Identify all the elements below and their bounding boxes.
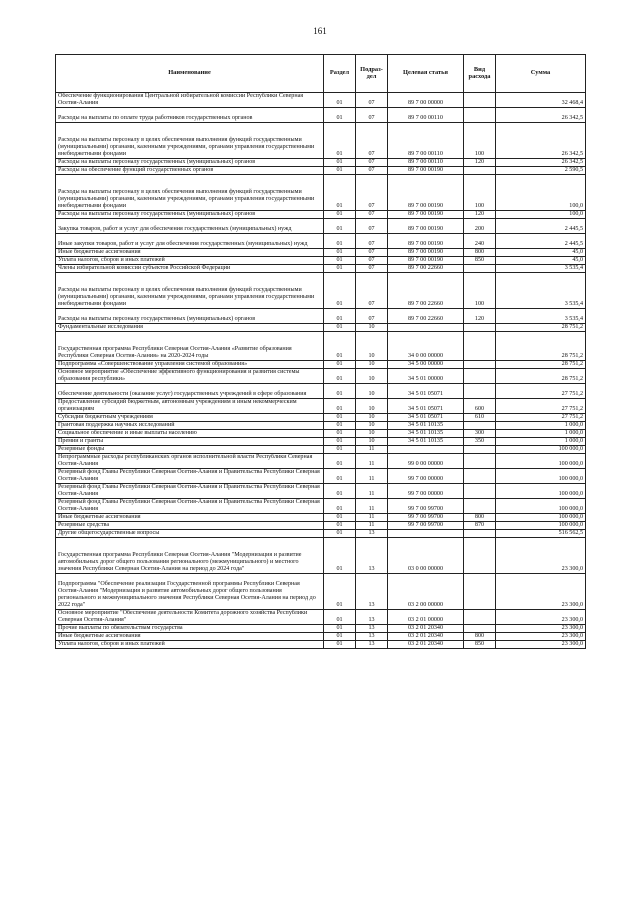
row-expense-type: [464, 446, 496, 454]
row-target-article: 99 7 00 00000: [388, 484, 464, 499]
row-expense-type: 120: [464, 159, 496, 167]
row-target-article: 99 7 00 99700: [388, 514, 464, 522]
row-amount: 23 300,0: [496, 633, 586, 641]
row-section: 01: [324, 574, 356, 610]
row-subsection: 13: [356, 530, 388, 538]
row-expense-type: 870: [464, 522, 496, 530]
row-expense-type: 600: [464, 399, 496, 414]
header-target-article: Целевая статья: [388, 55, 464, 93]
row-section: 01: [324, 324, 356, 332]
row-expense-type: [464, 484, 496, 499]
row-name: Непрограммные расходы республиканских органов исполнительной власти Республики Северная Осетия-Алания: [56, 454, 324, 469]
row-subsection: 07: [356, 123, 388, 159]
row-subsection: 11: [356, 484, 388, 499]
row-name: Другие общегосударственные вопросы: [56, 530, 324, 538]
row-name: Резервный фонд Главы Республики Северная Осетия-Алания и Правительства Республики Северная Осетия-Алания: [56, 484, 324, 499]
table-row: [56, 361, 586, 369]
row-section: 01: [324, 484, 356, 499]
row-subsection: 11: [356, 514, 388, 522]
table-row: [56, 123, 586, 159]
table-row: [56, 399, 586, 414]
row-name: Расходы на обеспечение функций государственных органов: [56, 167, 324, 175]
row-amount: 100,0: [496, 175, 586, 211]
table-row: [56, 469, 586, 484]
table-row: [56, 610, 586, 625]
row-section: 01: [324, 273, 356, 309]
row-subsection: 07: [356, 93, 388, 108]
row-section: 01: [324, 438, 356, 446]
row-name: Уплата налогов, сборов и иных платежей: [56, 257, 324, 265]
row-name: Грантовая поддержка научных исследований: [56, 422, 324, 430]
page-number: 161: [313, 26, 327, 36]
budget-table: [55, 54, 586, 649]
row-subsection: 10: [356, 430, 388, 438]
row-target-article: 99 7 00 00000: [388, 469, 464, 484]
row-target-article: 34 5 01 10135: [388, 422, 464, 430]
row-amount: 26 342,5: [496, 123, 586, 159]
row-subsection: 11: [356, 469, 388, 484]
row-section: 01: [324, 538, 356, 574]
row-expense-type: [464, 499, 496, 514]
row-name: Государственная программа Республики Северная Осетия-Алания "Модернизация и развитие автомобильных дорог общего пользования регионального (межмуниципального) и местного значения Республики Северная Осетия-Алания на период до 2024 года": [56, 538, 324, 574]
row-target-article: 89 7 00 00190: [388, 175, 464, 211]
row-name: Расходы на выплаты персоналу государственных (муниципальных) органов: [56, 309, 324, 324]
row-expense-type: [464, 332, 496, 361]
row-subsection: 13: [356, 610, 388, 625]
row-section: 01: [324, 446, 356, 454]
row-expense-type: 240: [464, 234, 496, 249]
row-section: 01: [324, 332, 356, 361]
row-target-article: 34 5 01 05071: [388, 414, 464, 422]
row-name: Члены избирательной комиссии субъектов Российской Федерации: [56, 265, 324, 273]
row-target-article: 89 7 00 00190: [388, 249, 464, 257]
row-amount: 23 300,0: [496, 538, 586, 574]
row-section: 01: [324, 361, 356, 369]
row-name: Закупка товаров, работ и услуг для обеспечения государственных (муниципальных) нужд: [56, 219, 324, 234]
header-subsection: Подраз-дел: [356, 55, 388, 93]
row-section: 01: [324, 108, 356, 123]
row-subsection: 10: [356, 332, 388, 361]
row-subsection: 07: [356, 234, 388, 249]
row-section: 01: [324, 430, 356, 438]
table-body: [56, 93, 586, 649]
row-name: Иные бюджетные ассигнования: [56, 514, 324, 522]
row-subsection: 13: [356, 633, 388, 641]
row-expense-type: [464, 422, 496, 430]
row-amount: 3 535,4: [496, 273, 586, 309]
row-section: 01: [324, 93, 356, 108]
row-section: 01: [324, 414, 356, 422]
row-subsection: 10: [356, 384, 388, 399]
row-name: Резервный фонд Главы Республики Северная Осетия-Алания и Правительства Республики Северная Осетия-Алания: [56, 499, 324, 514]
row-amount: 28 751,2: [496, 361, 586, 369]
table-row: [56, 430, 586, 438]
row-subsection: 10: [356, 414, 388, 422]
row-section: 01: [324, 234, 356, 249]
table-row: [56, 257, 586, 265]
row-expense-type: 850: [464, 641, 496, 649]
row-target-article: 89 7 00 00190: [388, 211, 464, 219]
row-amount: 100,0: [496, 211, 586, 219]
row-name: Резервные фонды: [56, 446, 324, 454]
row-expense-type: [464, 108, 496, 123]
row-name: Расходы на выплаты персоналу в целях обеспечения выполнения функций государственными (муниципальными) органами, казенными учреждениями, органами управления государственными внебюджетными фондами: [56, 273, 324, 309]
row-subsection: 07: [356, 273, 388, 309]
row-section: 01: [324, 499, 356, 514]
row-target-article: 03 2 01 20340: [388, 633, 464, 641]
row-expense-type: [464, 574, 496, 610]
row-amount: 2 445,5: [496, 219, 586, 234]
table-row: [56, 422, 586, 430]
row-amount: 100 000,0: [496, 484, 586, 499]
row-amount: 100 000,0: [496, 499, 586, 514]
row-expense-type: 350: [464, 438, 496, 446]
row-amount: 23 300,0: [496, 574, 586, 610]
row-subsection: 13: [356, 574, 388, 610]
table-row: [56, 309, 586, 324]
row-section: 01: [324, 249, 356, 257]
row-amount: 23 300,0: [496, 625, 586, 633]
row-subsection: 07: [356, 219, 388, 234]
row-expense-type: [464, 369, 496, 384]
row-section: 01: [324, 167, 356, 175]
row-amount: 2 445,5: [496, 234, 586, 249]
row-expense-type: 100: [464, 175, 496, 211]
row-section: 01: [324, 123, 356, 159]
row-amount: 27 751,2: [496, 399, 586, 414]
row-amount: 28 751,2: [496, 332, 586, 361]
row-target-article: 89 7 00 22660: [388, 265, 464, 273]
row-expense-type: [464, 469, 496, 484]
row-section: 01: [324, 625, 356, 633]
table-row: [56, 514, 586, 522]
table-row: [56, 332, 586, 361]
row-target-article: 34 5 01 05071: [388, 384, 464, 399]
row-expense-type: [464, 625, 496, 633]
table-row: [56, 175, 586, 211]
row-name: Премии и гранты: [56, 438, 324, 446]
row-expense-type: 610: [464, 414, 496, 422]
row-expense-type: [464, 265, 496, 273]
row-target-article: 99 0 00 00000: [388, 454, 464, 469]
row-target-article: 34 0 00 00000: [388, 332, 464, 361]
row-section: 01: [324, 399, 356, 414]
table-row: [56, 108, 586, 123]
row-subsection: 10: [356, 361, 388, 369]
row-section: 01: [324, 641, 356, 649]
table-row: [56, 219, 586, 234]
row-subsection: 11: [356, 454, 388, 469]
row-target-article: 99 7 00 99700: [388, 499, 464, 514]
row-subsection: 13: [356, 538, 388, 574]
table-row: [56, 484, 586, 499]
table-row: [56, 499, 586, 514]
row-target-article: 89 7 00 00190: [388, 257, 464, 265]
row-name: Государственная программа Республики Северная Осетия-Алания «Развитие образования Республики Северная Осетия-Алания» на 2020-2024 годы: [56, 332, 324, 361]
row-target-article: 89 7 00 00190: [388, 219, 464, 234]
row-target-article: 89 7 00 00000: [388, 93, 464, 108]
row-expense-type: [464, 361, 496, 369]
table-row: [56, 633, 586, 641]
row-expense-type: [464, 167, 496, 175]
row-amount: 27 751,2: [496, 414, 586, 422]
row-expense-type: [464, 538, 496, 574]
row-subsection: 07: [356, 211, 388, 219]
table-row: [56, 641, 586, 649]
table-row: [56, 234, 586, 249]
table-row: [56, 574, 586, 610]
row-target-article: [388, 324, 464, 332]
row-amount: 26 342,5: [496, 108, 586, 123]
table-row: [56, 167, 586, 175]
row-subsection: 10: [356, 369, 388, 384]
header-section: Раздел: [324, 55, 356, 93]
row-expense-type: [464, 93, 496, 108]
row-subsection: 11: [356, 499, 388, 514]
row-expense-type: 100: [464, 123, 496, 159]
row-name: Резервные средства: [56, 522, 324, 530]
row-section: 01: [324, 633, 356, 641]
row-subsection: 07: [356, 108, 388, 123]
table-row: [56, 384, 586, 399]
row-amount: 28 751,2: [496, 369, 586, 384]
row-subsection: 07: [356, 159, 388, 167]
row-section: 01: [324, 469, 356, 484]
row-name: Фундаментальные исследования: [56, 324, 324, 332]
row-name: Субсидии бюджетным учреждениям: [56, 414, 324, 422]
table-row: [56, 249, 586, 257]
row-target-article: 34 5 01 05071: [388, 399, 464, 414]
row-subsection: 11: [356, 522, 388, 530]
row-subsection: 11: [356, 446, 388, 454]
row-amount: 2 590,5: [496, 167, 586, 175]
header-name: Наименование: [56, 55, 324, 93]
header-expense-type: Вид расхода: [464, 55, 496, 93]
row-name: Прочие выплаты по обязательствам государства: [56, 625, 324, 633]
row-section: 01: [324, 257, 356, 265]
table-row: [56, 324, 586, 332]
row-subsection: 07: [356, 257, 388, 265]
row-expense-type: 800: [464, 514, 496, 522]
row-section: 01: [324, 384, 356, 399]
table-row: [56, 159, 586, 167]
row-target-article: 03 2 01 00000: [388, 610, 464, 625]
row-name: Предоставление субсидий бюджетным, автономным учреждениям и иным некоммерческим организациям: [56, 399, 324, 414]
row-name: Расходы на выплаты по оплате труда работников государственных органов: [56, 108, 324, 123]
row-target-article: [388, 530, 464, 538]
row-name: Расходы на выплаты персоналу в целях обеспечения выполнения функций государственными (муниципальными) органами, казенными учреждениями, органами управления государственными внебюджетными фондами: [56, 123, 324, 159]
row-name: Иные бюджетные ассигнования: [56, 633, 324, 641]
row-target-article: 89 7 00 00110: [388, 123, 464, 159]
row-name: Обеспечение функционирования Центральной избирательной комиссии Республики Северная Осетия-Алания: [56, 93, 324, 108]
row-target-article: 89 7 00 22660: [388, 273, 464, 309]
row-amount: 100 000,0: [496, 454, 586, 469]
row-amount: 1 000,0: [496, 430, 586, 438]
row-target-article: 89 7 00 00190: [388, 234, 464, 249]
table-row: [56, 414, 586, 422]
table-row: [56, 625, 586, 633]
row-target-article: 89 7 00 00110: [388, 159, 464, 167]
row-target-article: 34 5 01 00000: [388, 369, 464, 384]
row-subsection: 10: [356, 438, 388, 446]
row-amount: 1 000,0: [496, 422, 586, 430]
row-subsection: 13: [356, 625, 388, 633]
row-amount: 27 751,2: [496, 384, 586, 399]
table-row: [56, 273, 586, 309]
row-section: 01: [324, 219, 356, 234]
row-expense-type: 850: [464, 257, 496, 265]
row-expense-type: 120: [464, 211, 496, 219]
row-amount: 45,0: [496, 257, 586, 265]
row-subsection: 07: [356, 249, 388, 257]
row-name: Расходы на выплаты персоналу в целях обеспечения выполнения функций государственными (муниципальными) органами, казенными учреждениями, органами управления государственными внебюджетными фондами: [56, 175, 324, 211]
row-subsection: 10: [356, 399, 388, 414]
row-name: Расходы на выплаты персоналу государственных (муниципальных) органов: [56, 159, 324, 167]
table-header-row: [56, 55, 586, 93]
row-section: 01: [324, 610, 356, 625]
row-section: 01: [324, 530, 356, 538]
row-amount: 100 000,0: [496, 446, 586, 454]
row-section: 01: [324, 454, 356, 469]
row-name: Иные бюджетные ассигнования: [56, 249, 324, 257]
row-target-article: 03 2 00 00000: [388, 574, 464, 610]
row-expense-type: [464, 454, 496, 469]
table-row: [56, 454, 586, 469]
row-expense-type: [464, 384, 496, 399]
row-target-article: 34 5 01 10135: [388, 438, 464, 446]
row-name: Социальное обеспечение и иные выплаты населению: [56, 430, 324, 438]
row-target-article: 89 7 00 00190: [388, 167, 464, 175]
table-row: [56, 211, 586, 219]
row-target-article: 34 5 00 00000: [388, 361, 464, 369]
row-section: 01: [324, 211, 356, 219]
row-subsection: 07: [356, 265, 388, 273]
row-subsection: 10: [356, 324, 388, 332]
row-amount: 3 535,4: [496, 265, 586, 273]
row-name: Обеспечение деятельности (оказание услуг) государственных учреждений в сфере образования: [56, 384, 324, 399]
row-name: Расходы на выплаты персоналу государственных (муниципальных) органов: [56, 211, 324, 219]
row-amount: 516 562,5: [496, 530, 586, 538]
row-expense-type: 120: [464, 309, 496, 324]
row-target-article: 89 7 00 00110: [388, 108, 464, 123]
row-section: 01: [324, 514, 356, 522]
row-section: 01: [324, 369, 356, 384]
table-row: [56, 265, 586, 273]
table-row: [56, 522, 586, 530]
row-amount: 23 300,0: [496, 610, 586, 625]
row-target-article: 89 7 00 22660: [388, 309, 464, 324]
table-row: [56, 369, 586, 384]
row-name: Основное мероприятие "Обеспечение деятельности Комитета дорожного хозяйства Республики Северная Осетия-Алания": [56, 610, 324, 625]
row-expense-type: 300: [464, 430, 496, 438]
row-section: 01: [324, 159, 356, 167]
row-target-article: 03 2 01 20340: [388, 641, 464, 649]
row-amount: 23 300,0: [496, 641, 586, 649]
row-subsection: 13: [356, 641, 388, 649]
row-name: Основное мероприятие «Обеспечение эффективного функционирования и развития системы образования республики»: [56, 369, 324, 384]
row-name: Иные закупки товаров, работ и услуг для обеспечения государственных (муниципальных) нужд: [56, 234, 324, 249]
row-amount: 32 468,4: [496, 93, 586, 108]
row-amount: 100 000,0: [496, 522, 586, 530]
row-amount: 100 000,0: [496, 514, 586, 522]
row-target-article: [388, 446, 464, 454]
row-subsection: 10: [356, 422, 388, 430]
row-subsection: 07: [356, 167, 388, 175]
row-section: 01: [324, 265, 356, 273]
row-name: Уплата налогов, сборов и иных платежей: [56, 641, 324, 649]
table-row: [56, 446, 586, 454]
table-row: [56, 530, 586, 538]
row-target-article: 03 0 00 00000: [388, 538, 464, 574]
row-expense-type: 800: [464, 249, 496, 257]
row-subsection: 07: [356, 309, 388, 324]
row-amount: 3 535,4: [496, 309, 586, 324]
row-expense-type: [464, 610, 496, 625]
row-expense-type: 100: [464, 273, 496, 309]
row-name: Резервный фонд Главы Республики Северная Осетия-Алания и Правительства Республики Северная Осетия-Алания: [56, 469, 324, 484]
row-name: Подпрограмма «Совершенствование управления системой образования»: [56, 361, 324, 369]
row-amount: 28 751,2: [496, 324, 586, 332]
row-amount: 1 000,0: [496, 438, 586, 446]
row-expense-type: [464, 530, 496, 538]
row-subsection: 07: [356, 175, 388, 211]
row-target-article: 34 5 01 10135: [388, 430, 464, 438]
row-section: 01: [324, 522, 356, 530]
table-row: [56, 93, 586, 108]
header-amount: Сумма: [496, 55, 586, 93]
table-row: [56, 438, 586, 446]
row-amount: 100 000,0: [496, 469, 586, 484]
row-expense-type: 800: [464, 633, 496, 641]
row-expense-type: [464, 324, 496, 332]
row-amount: 26 342,5: [496, 159, 586, 167]
row-expense-type: 200: [464, 219, 496, 234]
row-section: 01: [324, 422, 356, 430]
table-row: [56, 538, 586, 574]
row-section: 01: [324, 175, 356, 211]
row-target-article: 03 2 01 20340: [388, 625, 464, 633]
row-name: Подпрограмма "Обеспечение реализации Государственной программы Республики Северная Осетия-Алания "Модернизация и развитие автомобильных дорог общего пользования регионального и межмуниципального значения Республики Северная Осетия-Алания на период до 2022 года": [56, 574, 324, 610]
row-section: 01: [324, 309, 356, 324]
row-amount: 45,0: [496, 249, 586, 257]
row-target-article: 99 7 00 99700: [388, 522, 464, 530]
